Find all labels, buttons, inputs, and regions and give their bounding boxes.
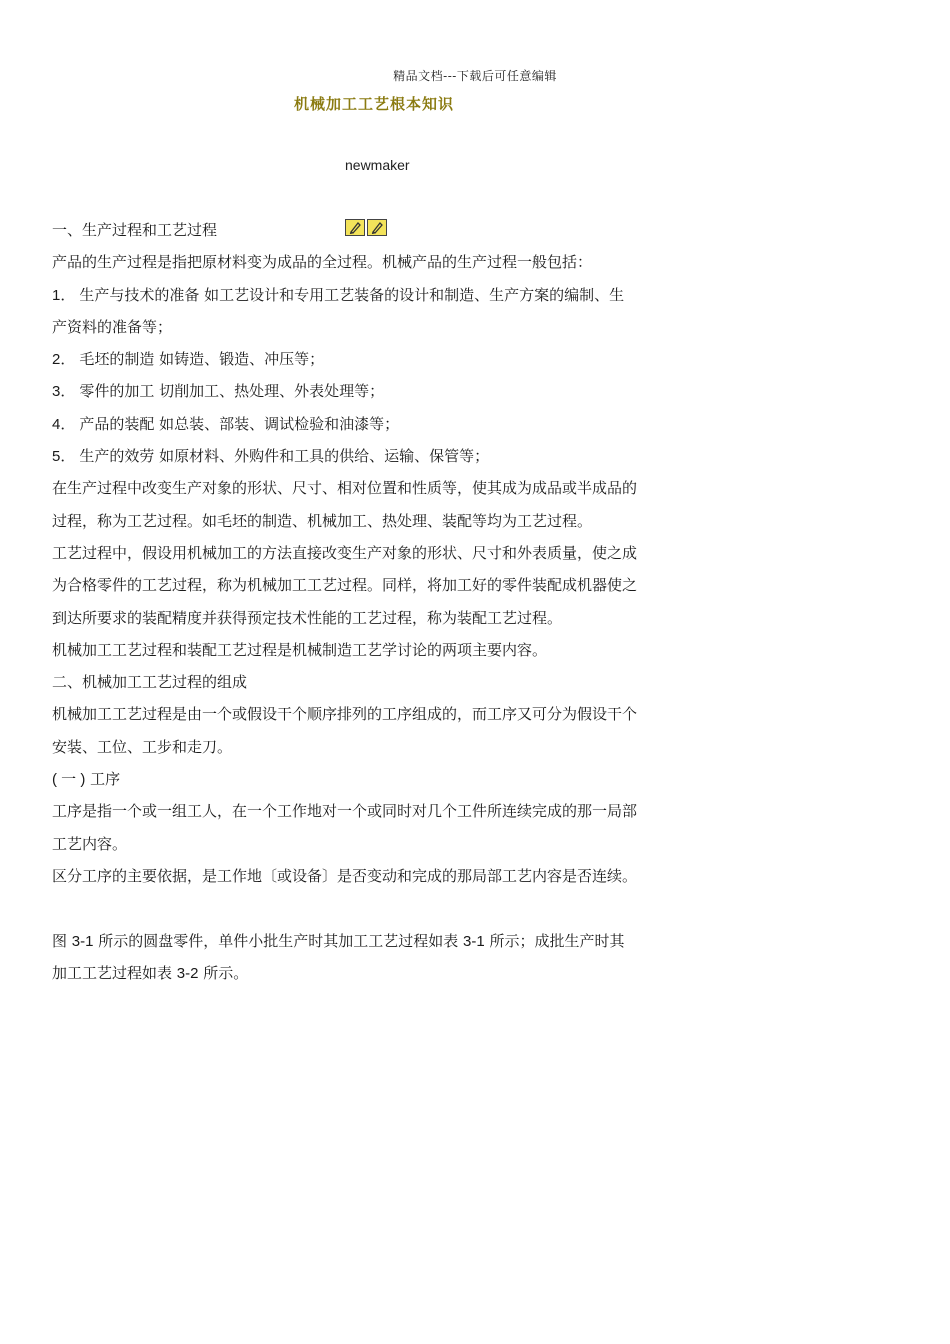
list-text: 生产与技术的准备 如工艺设计和专用工艺装备的设计和制造、生产方案的编制、生 [79,285,625,304]
list-item-2 [52,343,722,375]
paragraph-2-line-2: 过程，称为工艺过程。如毛坯的制造、机械加工、热处理、装配等均为工艺过程。 [52,511,593,530]
list-item-4 [52,408,722,440]
text-run: 所示的圆盘零件，单件小批生产时其加工工艺过程如表 [93,931,464,950]
list-number: 4． [52,415,76,433]
paragraph-8-line-1 [52,925,722,957]
list-item-1-continued: 产资料的准备等； [52,317,173,336]
paragraph-6-line-1: 工序是指一个或一组工人，在一个工作地对一个或同时对几个工件所连续完成的那一局部 [52,802,638,821]
section-heading-1: 一、生产过程和工艺过程 [52,221,218,239]
document-body [52,214,722,989]
paragraph-3-line-1: 工艺过程中，假设用机械加工的方法直接改变生产对象的形状、尺寸和外表质量，使之成 [52,543,638,562]
table-ref: 3-1 [463,932,485,950]
list-number: 5． [52,448,76,466]
paragraph-7: 区分工序的主要依据，是工作地〔或设备〕是否变动和完成的那局部工艺内容是否连续。 [52,866,638,885]
figure-ref: 3-1 [71,932,94,950]
paragraph-5-line-1: 机械加工工艺过程是由一个或假设干个顺序排列的工序组成的，而工序又可分为假设干个 [52,705,638,724]
blank-line [52,892,722,924]
paragraph-3-line-2: 为合格零件的工艺过程，称为机械加工工艺过程。同样，将加工好的零件装配成机器使之 [52,576,638,595]
list-number: 3． [52,383,76,401]
list-text: 产品的装配 如总装、部装、调试检验和油漆等； [79,414,400,433]
text-run: 所示；成批生产时其 [484,931,625,950]
paragraph-2-line-1: 在生产过程中改变生产对象的形状、尺寸、相对位置和性质等，使其成为成品或半成品的 [52,479,638,498]
list-text: 毛坯的制造 如铸造、锻造、冲压等； [79,350,325,369]
paragraph-1: 产品的生产过程是指把原材料变为成品的全过程。机械产品的生产过程一般包括： [52,253,593,272]
text-run: 加工工艺过程如表 [52,963,177,982]
table-ref: 3-2 [176,964,199,982]
list-text: 零件的加工 切削加工、热处理、外表处理等； [79,382,385,401]
subsection-heading-1 [52,763,722,795]
author-name: newmaker [345,157,410,173]
text-run: 所示。 [198,963,249,982]
subsection-title: 工序 [90,770,121,789]
list-number: 1． [52,286,76,304]
paragraph-6-line-2: 工艺内容。 [52,834,128,853]
subsection-number: ( 一 ) [52,771,86,789]
paragraph-8-line-2 [52,957,722,989]
list-item-1 [52,279,722,311]
list-item-3 [52,375,722,407]
paragraph-5-line-2: 安装、工位、工步和走刀。 [52,737,233,756]
paragraph-3-line-3: 到达所要求的装配精度并获得预定技术性能的工艺过程，称为装配工艺过程。 [52,608,563,627]
list-item-5 [52,440,722,472]
paragraph-4: 机械加工工艺过程和装配工艺过程是机械制造工艺学讨论的两项主要内容。 [52,640,548,659]
list-text: 生产的效劳 如原材料、外购件和工具的供给、运输、保管等； [79,447,490,466]
list-number: 2． [52,351,76,369]
document-title: 机械加工工艺根本知识 [294,95,455,113]
text-run: 图 [52,931,72,950]
page-header-note: 精品文档---下载后可任意编辑 [393,69,557,83]
section-heading-2: 二、机械加工工艺过程的组成 [52,673,248,692]
